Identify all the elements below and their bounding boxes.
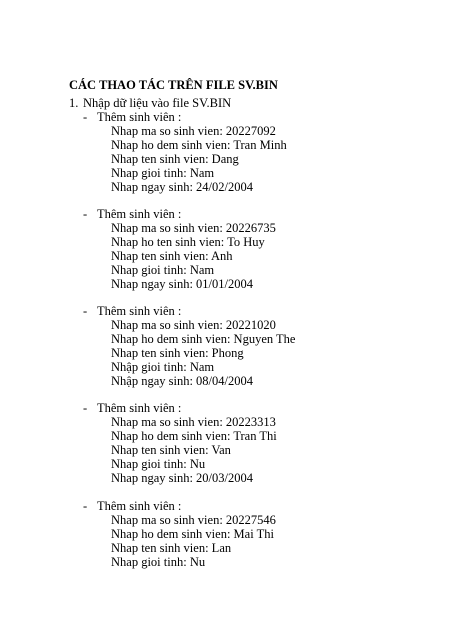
student-gender-line: Nhap gioi tinh: Nam <box>111 263 215 277</box>
student-id-line: Nhap ma so sinh vien: 20227092 <box>111 124 276 138</box>
student-entry-1 <box>83 110 463 194</box>
student-middle-name-line: Nhap ho dem sinh vien: Tran Minh <box>111 138 287 152</box>
bullet-dash: - <box>83 499 88 513</box>
student-gender-line: Nhap gioi tinh: Nam <box>111 166 215 180</box>
student-entry-label-text: Thêm sinh viên : <box>97 304 182 318</box>
student-id-line: Nhap ma so sinh vien: 20223313 <box>111 415 276 429</box>
student-id-line: Nhap ma so sinh vien: 20226735 <box>111 221 276 235</box>
student-first-name-line: Nhap ten sinh vien: Van <box>111 443 231 457</box>
student-gender-line: Nhập gioi tinh: Nam <box>111 360 215 374</box>
bullet-dash: - <box>83 110 88 124</box>
student-birthdate-line: Nhap ngay sinh: 01/01/2004 <box>111 277 254 291</box>
bullet-dash: - <box>83 401 88 415</box>
bullet-dash: - <box>83 304 88 318</box>
student-entry-label-text: Thêm sinh viên : <box>97 110 182 124</box>
student-first-name-line: Nhap ten sinh vien: Phong <box>111 346 244 360</box>
student-gender-line: Nhap gioi tinh: Nu <box>111 457 206 471</box>
student-full-name-line: Nhap ho ten sinh vien: To Huy <box>111 235 265 249</box>
student-id-line: Nhap ma so sinh vien: 20227546 <box>111 513 276 527</box>
student-middle-name-line: Nhap ho dem sinh vien: Tran Thi <box>111 429 277 443</box>
student-first-name-line: Nhap ten sinh vien: Anh <box>111 249 233 263</box>
student-entry-label <box>83 110 463 124</box>
section-heading-text: Nhập dữ liệu vào file SV.BIN <box>83 96 232 110</box>
student-entry-2 <box>83 207 463 291</box>
student-entry-3 <box>83 304 463 388</box>
student-entry-label <box>83 207 463 221</box>
student-entry-label <box>83 401 463 415</box>
student-entry-label-text: Thêm sinh viên : <box>97 207 182 221</box>
student-birthdate-line: Nhập ngay sinh: 08/04/2004 <box>111 374 254 388</box>
student-gender-line: Nhap gioi tinh: Nu <box>111 555 206 569</box>
student-first-name-line: Nhap ten sinh vien: Lan <box>111 541 232 555</box>
section-number: 1. <box>69 96 79 110</box>
document-title: CÁC THAO TÁC TRÊN FILE SV.BIN <box>69 78 278 92</box>
student-entry-4 <box>83 401 463 485</box>
student-entry-label <box>83 499 463 513</box>
student-entry-label-text: Thêm sinh viên : <box>97 499 182 513</box>
student-birthdate-line: Nhap ngay sinh: 20/03/2004 <box>111 471 254 485</box>
student-id-line: Nhap ma so sinh vien: 20221020 <box>111 318 276 332</box>
student-middle-name-line: Nhap ho dem sinh vien: Mai Thi <box>111 527 274 541</box>
bullet-dash: - <box>83 207 88 221</box>
student-entry-label-text: Thêm sinh viên : <box>97 401 182 415</box>
student-middle-name-line: Nhap ho dem sinh vien: Nguyen The <box>111 332 296 346</box>
student-first-name-line: Nhap ten sinh vien: Dang <box>111 152 239 166</box>
student-entry-5 <box>83 499 463 569</box>
student-entry-label <box>83 304 463 318</box>
section-heading <box>69 96 231 111</box>
student-birthdate-line: Nhap ngay sinh: 24/02/2004 <box>111 180 254 194</box>
